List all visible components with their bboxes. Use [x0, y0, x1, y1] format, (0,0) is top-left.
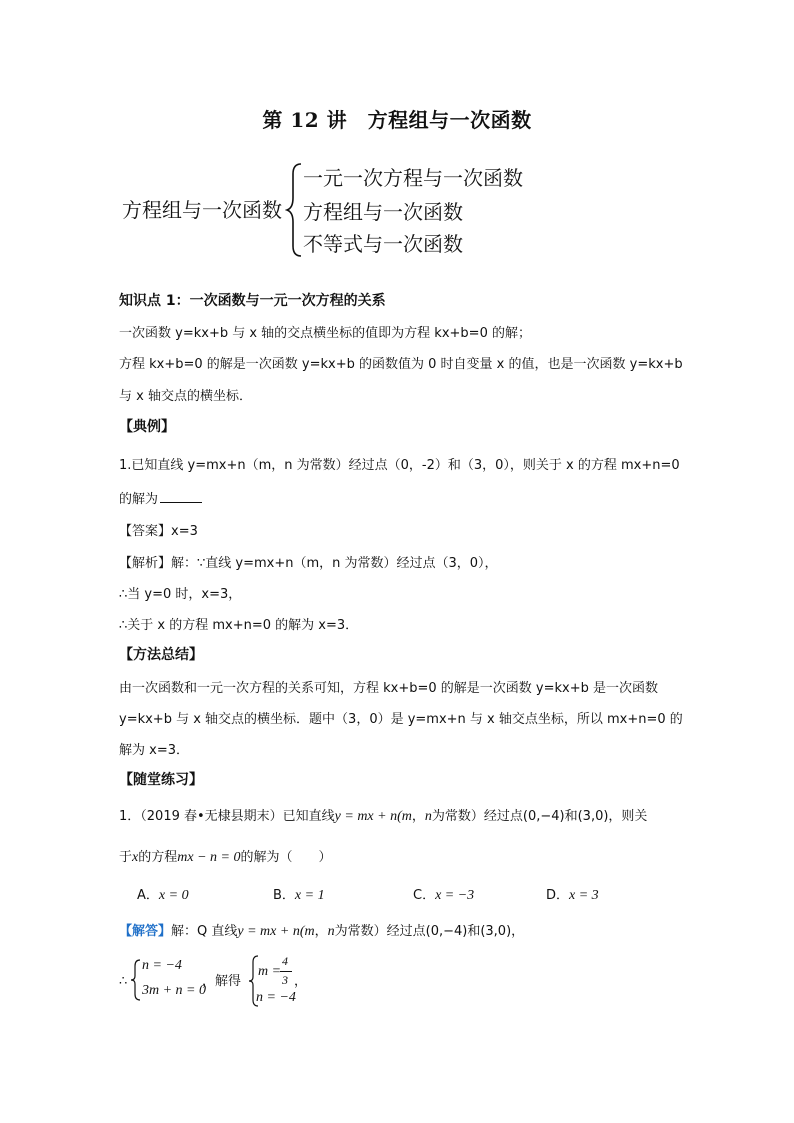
answer-blank [160, 490, 202, 503]
choice-letter: D． [546, 888, 570, 903]
choice-value: x = 3 [569, 888, 599, 903]
practice-equation: mx − n = 0 [177, 850, 241, 865]
choice-c[interactable] [413, 884, 474, 904]
overview-root-label: 方程组与一次函数 [122, 198, 282, 222]
left-brace [285, 160, 305, 260]
method-line: 解为 x=3． [119, 743, 189, 758]
practice-var: x [132, 850, 139, 865]
practice-text: ， [411, 809, 425, 824]
overview-item: 一元一次方程与一次函数 [303, 166, 523, 190]
choice-value: x = −3 [435, 888, 475, 903]
example-analysis-line: ∴关于 x 的方程 mx+n=0 的解为 x=3． [119, 618, 359, 633]
solution-text: 解：Q 直线 [171, 924, 238, 939]
knowledge-line: 一次函数 y=kx+b 与 x 轴的交点横坐标的值即为方程 kx+b=0 的解； [119, 326, 531, 341]
system-eq-2: 3m + n = 0 [142, 983, 207, 998]
choice-a[interactable] [137, 884, 189, 904]
example-analysis-line: ∴当 y=0 时，x=3， [119, 587, 242, 602]
fraction-bar [280, 971, 292, 972]
solution-n-value: n = −4 [256, 990, 296, 1005]
solution-m-label: m = [258, 964, 282, 979]
solution-comma: ， [294, 974, 308, 989]
choice-letter: C． [413, 888, 436, 903]
practice-equation: y = mx + n(m [334, 809, 412, 824]
example-question-line [119, 488, 202, 507]
choice-value: x = 1 [294, 888, 325, 903]
solution-m-denominator: 3 [282, 973, 288, 987]
practice-text: 1．（2019 春•无棣县期末）已知直线 [119, 809, 335, 824]
choice-d[interactable] [546, 884, 599, 904]
practice-heading: 【随堂练习】 [119, 772, 203, 788]
knowledge-line: 与 x 轴交点的横坐标． [119, 389, 252, 404]
knowledge-heading: 知识点 1：一次函数与一元一次方程的关系 [119, 293, 386, 309]
method-heading: 【方法总结】 [119, 647, 203, 663]
therefore-symbol: ∴ [119, 974, 128, 989]
practice-text: 为常数）经过点(0,−4)和(3,0)，则关 [431, 809, 648, 824]
solution-line [119, 920, 524, 940]
practice-var: n [424, 809, 432, 824]
choice-value: x = 0 [158, 888, 189, 903]
solve-text: ，解得 [202, 974, 242, 989]
solution-var: n [327, 924, 335, 939]
practice-question-line [119, 846, 331, 866]
system-eq-1: n = −4 [142, 958, 182, 973]
example-answer: 【答案】x=3 [119, 524, 198, 539]
solution-text: ， [314, 924, 328, 939]
practice-question-line [119, 805, 647, 825]
choice-letter: A． [137, 888, 159, 903]
system-brace [130, 958, 142, 1002]
method-line: y=kx+b 与 x 轴交点的横坐标．题中（3，0）是 y=mx+n 与 x 轴交点坐标，所以 mx+n=0 的 [119, 712, 683, 727]
solution-equation: y = mx + n(m [237, 924, 315, 939]
solution-text: 为常数）经过点(0,−4)和(3,0)， [334, 924, 525, 939]
example-analysis-line: 【解析】解：∵直线 y=mx+n（m，n 为常数）经过点（3，0）， [119, 556, 498, 571]
solution-m-numerator: 4 [282, 954, 288, 968]
method-line: 由一次函数和一元一次方程的关系可知，方程 kx+b=0 的解是一次函数 y=kx+b 是一次函数 [119, 681, 659, 696]
overview-item: 不等式与一次函数 [303, 232, 463, 256]
page-title: 第 12 讲 方程组与一次函数 [262, 108, 532, 132]
choice-letter: B． [273, 888, 295, 903]
practice-text: 于 [119, 850, 133, 865]
solution-label: 【解答】 [119, 924, 172, 939]
example-heading: 【典例】 [119, 419, 175, 435]
knowledge-line: 方程 kx+b=0 的解是一次函数 y=kx+b 的函数值为 0 时自变量 x 的值，也是一次函数 y=kx+b [119, 357, 683, 372]
practice-text: 的解为（ ） [240, 850, 332, 865]
example-question-line: 1.已知直线 y=mx+n（m，n 为常数）经过点（0，-2）和（3，0），则关于 x 的方程 mx+n=0 [119, 458, 680, 473]
example-question-text: 的解为 [119, 492, 159, 507]
practice-text: 的方程 [138, 850, 178, 865]
choice-b[interactable] [273, 884, 325, 904]
overview-item: 方程组与一次函数 [303, 200, 463, 224]
